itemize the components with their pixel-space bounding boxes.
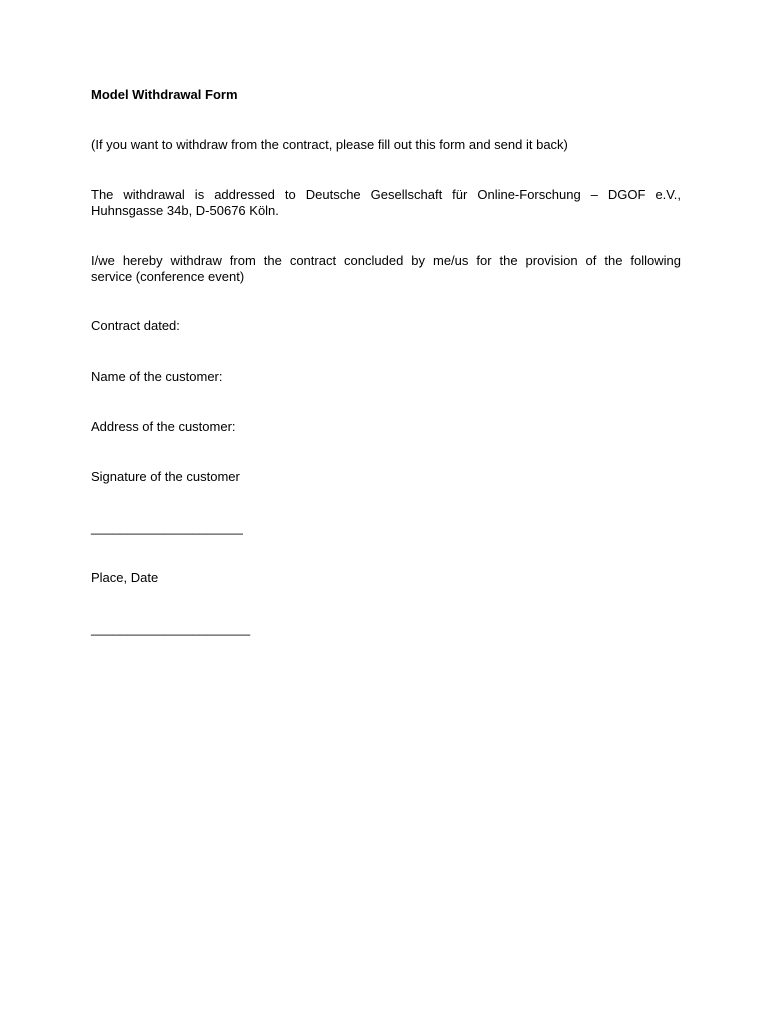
withdrawal-statement-line-1: I/we hereby withdraw from the contract concluded by me/us for the provision of the following (91, 253, 681, 268)
signature-underline: _____________________ (91, 520, 243, 535)
place-date-label: Place, Date (91, 570, 159, 585)
addressee-line-2: Huhnsgasse 34b, D-50676 Köln. (91, 203, 279, 218)
form-title: Model Withdrawal Form (91, 87, 238, 102)
withdrawal-statement-line-2: service (conference event) (91, 269, 245, 284)
customer-name-label: Name of the customer: (91, 369, 223, 384)
contract-dated-label: Contract dated: (91, 318, 180, 333)
customer-address-label: Address of the customer: (91, 419, 236, 434)
place-date-underline: ______________________ (91, 621, 251, 636)
signature-label: Signature of the customer (91, 469, 240, 484)
instruction-text: (If you want to withdraw from the contract, please fill out this form and send it back) (91, 137, 568, 152)
addressee-line-1: The withdrawal is addressed to Deutsche Gesellschaft für Online-Forschung – DGOF e.V., (91, 187, 681, 202)
